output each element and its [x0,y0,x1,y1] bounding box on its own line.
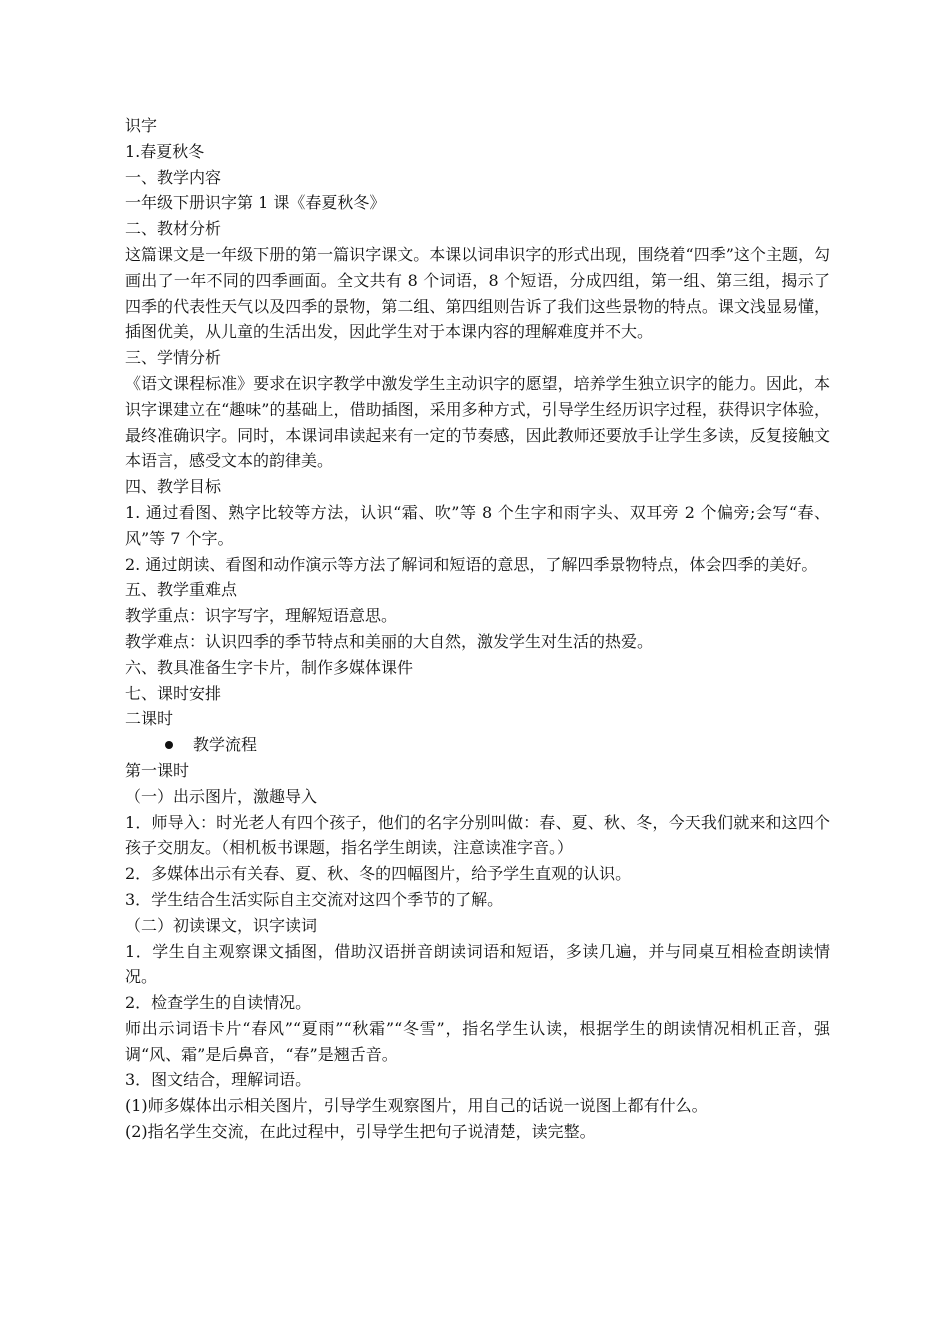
section-heading-schedule: 七、课时安排 [125,683,222,703]
part1-item-2: 2．多媒体出示有关春、夏、秋、冬的四幅图片，给予学生直观的认识。 [125,864,632,884]
focus-difficult: 教学难点：认识四季的季节特点和美丽的大自然，激发学生对生活的热爱。 [125,631,654,651]
part1-item-1: 1．师导入：时光老人有四个孩子，他们的名字分别叫做：春、夏、秋、冬，今天我们就来和这四个孩子交朋友。（相机板书课题，指名学生朗读，注意读准字音。） [125,812,830,858]
part1-item-3: 3．学生结合生活实际自主交流对这四个季节的了解。 [125,889,504,909]
focus-key: 教学重点：识字写字，理解短语意思。 [125,606,398,626]
section-heading-focus: 五、教学重难点 [125,580,238,600]
bullet-text: 教学流程 [193,735,258,755]
section-heading-content: 一、教学内容 [125,167,222,187]
goal-item-1: 1. 通过看图、熟字比较等方法，认识“霜、吹”等 8 个生字和雨字头、双耳旁 2 个偏旁;会写“春、风”等 7 个字。 [125,502,830,548]
section-text-content: 一年级下册识字第 1 课《春夏秋冬》 [125,193,386,213]
bullet-dot-icon [165,741,173,749]
part2-item-2: 2．检查学生的自读情况。 [125,993,312,1013]
part2-item-3: 3．图文结合，理解词语。 [125,1070,312,1090]
part2-item-1: 1．学生自主观察课文插图，借助汉语拼音朗读词语和短语，多读几遍，并与同桌互相检查朗读情况。 [125,941,830,987]
lesson-title: 1.春夏秋冬 [125,141,205,161]
part2-item-2-text: 师出示词语卡片“春风”“夏雨”“秋霜”“冬雪”，指名学生认读，根据学生的朗读情况相机正音，强调“风、霜”是后鼻音，“春”是翘舌音。 [125,1018,830,1064]
goal-item-2: 2. 通过朗读、看图和动作演示等方法了解词和短语的意思，了解四季景物特点，体会四季的美好。 [125,554,818,574]
section-text-learner: 《语文课程标准》要求在识字教学中激发学生主动识字的愿望，培养学生独立识字的能力。因此，本识字课建立在“趣味”的基础上，借助插图，采用多种方式，引导学生经历识字过程，获得识字体验，最终准确识字。同时，本课词串读起来有一定的节奏感，因此教师还要放手让学生多读，反复接触文本语言，感受文本的韵律美。 [125,373,830,471]
period-title: 第一课时 [125,760,190,780]
section-text-schedule: 二课时 [125,709,174,729]
doc-title: 识字 [125,116,158,135]
part1-heading: （一）出示图片，激趣导入 [125,786,318,806]
part2-item-3-b: (2)指名学生交流，在此过程中，引导学生把句子说清楚，读完整。 [125,1122,596,1142]
part2-item-3-a: (1)师多媒体出示相关图片，引导学生观察图片，用自己的话说一说图上都有什么。 [125,1096,708,1116]
document-page [125,113,830,1145]
part2-heading: （二）初读课文，识字读词 [125,915,318,935]
section-heading-analysis: 二、教材分析 [125,219,222,239]
section-text-analysis: 这篇课文是一年级下册的第一篇识字课文。本课以词串识字的形式出现，围绕着“四季”这个主题，勾画出了一年不同的四季画面。全文共有 8 个词语，8 个短语，分成四组，第一组、第三组，揭示了四季的代表性天气以及四季的景物，第二组、第四组则告诉了我们这些景物的特点。课文浅显易懂，插图优美，从儿童的生活出发，因此学生对于本课内容的理解难度并不大。 [125,244,830,342]
section-tools: 六、教具准备生字卡片，制作多媒体课件 [125,657,414,677]
section-heading-learner: 三、学情分析 [125,348,222,368]
bullet-item [125,732,830,758]
section-heading-goals: 四、教学目标 [125,477,222,497]
